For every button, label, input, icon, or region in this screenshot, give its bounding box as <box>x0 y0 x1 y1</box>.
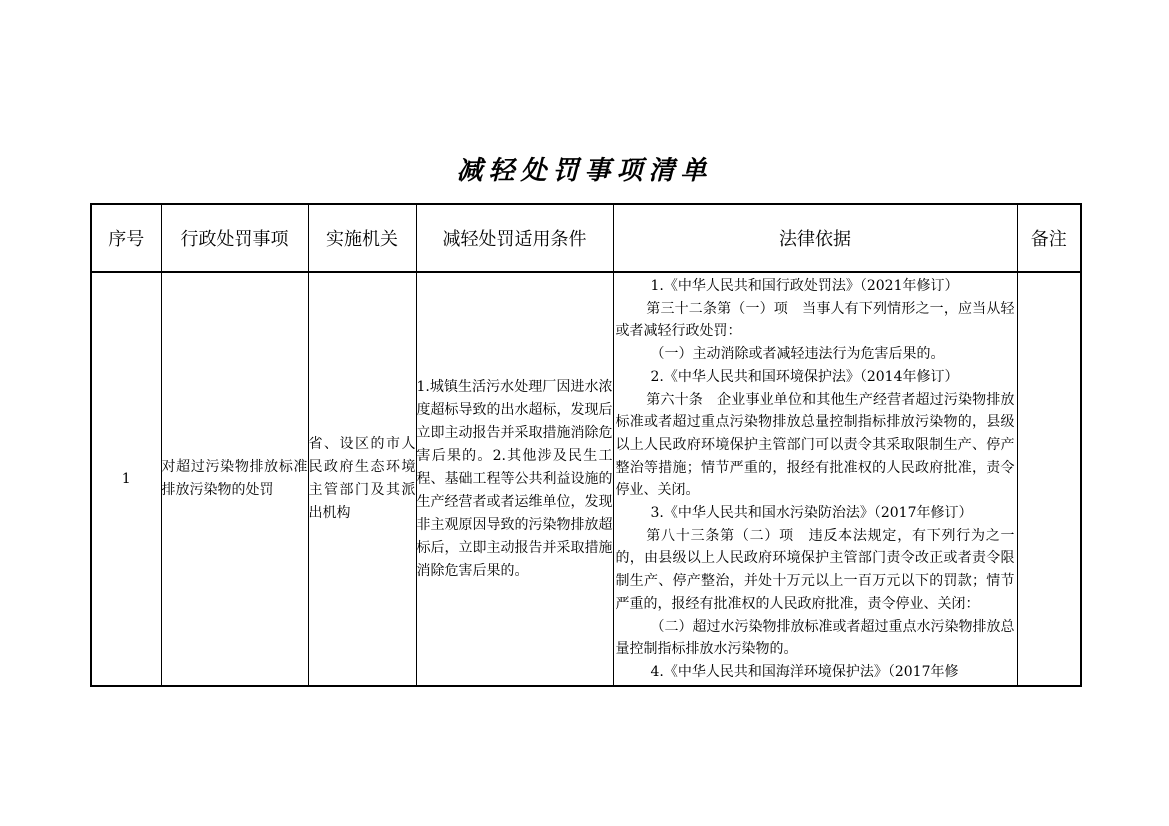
table-header-row <box>91 204 1081 272</box>
cell-law <box>613 272 1017 686</box>
law-line: （二）超过水污染物排放标准或者超过重点水污染物排放总量控制指标排放水污染物的。 <box>615 618 1015 658</box>
condition-1: 1.城镇生活污水处理厂因进水浓度超标导致的出水超标，发现后立即主动报告并采取措施消除危害后果的。2.其他涉及民生工程、基础工程等公共利益设施的生产经营者或者运维单位，发现非主观原因导致的污染物排放超标后，立即主动报告并采取措施消除危害后果的。 <box>416 378 613 579</box>
penalty-list-table <box>90 203 1082 687</box>
cell-remark <box>1017 272 1081 686</box>
header-no: 序号 <box>91 204 161 272</box>
law-line: 2.《中华人民共和国环境保护法》（2014年修订） <box>650 368 959 385</box>
header-item: 行政处罚事项 <box>161 204 308 272</box>
law-line: 第六十条 企业事业单位和其他生产经营者超过污染物排放标准或者超过重点污染物排放总量控制指标排放污染物的，县级以上人民政府环境保护主管部门可以责令其采取限制生产、停产整治等措施；情节严重的，报经有批准权的人民政府批准，责令停业、关闭。 <box>615 391 1015 499</box>
law-line: （一）主动消除或者减轻违法行为危害后果的。 <box>650 346 945 363</box>
page-title: 减轻处罚事项清单 <box>456 156 713 186</box>
cell-item: 对超过污染物排放标准排放污染物的处罚 <box>161 272 308 686</box>
law-text <box>616 275 1015 683</box>
header-law: 法律依据 <box>613 204 1017 272</box>
header-remark: 备注 <box>1017 204 1081 272</box>
header-conditions: 减轻处罚适用条件 <box>416 204 613 272</box>
law-line: 第三十二条第（一）项 当事人有下列情形之一，应当从轻或者减轻行政处罚： <box>615 300 1015 340</box>
law-line: 4.《中华人民共和国海洋环境保护法》（2017年修 <box>650 663 959 680</box>
law-line: 1.《中华人民共和国行政处罚法》（2021年修订） <box>650 278 959 294</box>
law-line: 第八十三条第（二）项 违反本法规定，有下列行为之一的，由县级以上人民政府环境保护主管部门责令改正或者责令限制生产、停产整治，并处十万元以上一百万元以下的罚款；情节严重的，报经有批准权的人民政府批准，责令停业、关闭： <box>615 527 1015 612</box>
cell-conditions <box>416 272 613 686</box>
cell-no: 1 <box>91 272 161 686</box>
header-org: 实施机关 <box>308 204 416 272</box>
law-line: 3.《中华人民共和国水污染防治法》（2017年修订） <box>650 505 973 522</box>
cell-org: 省、设区的市人民政府生态环境主管部门及其派出机构 <box>308 272 416 686</box>
table-row <box>91 272 1081 686</box>
